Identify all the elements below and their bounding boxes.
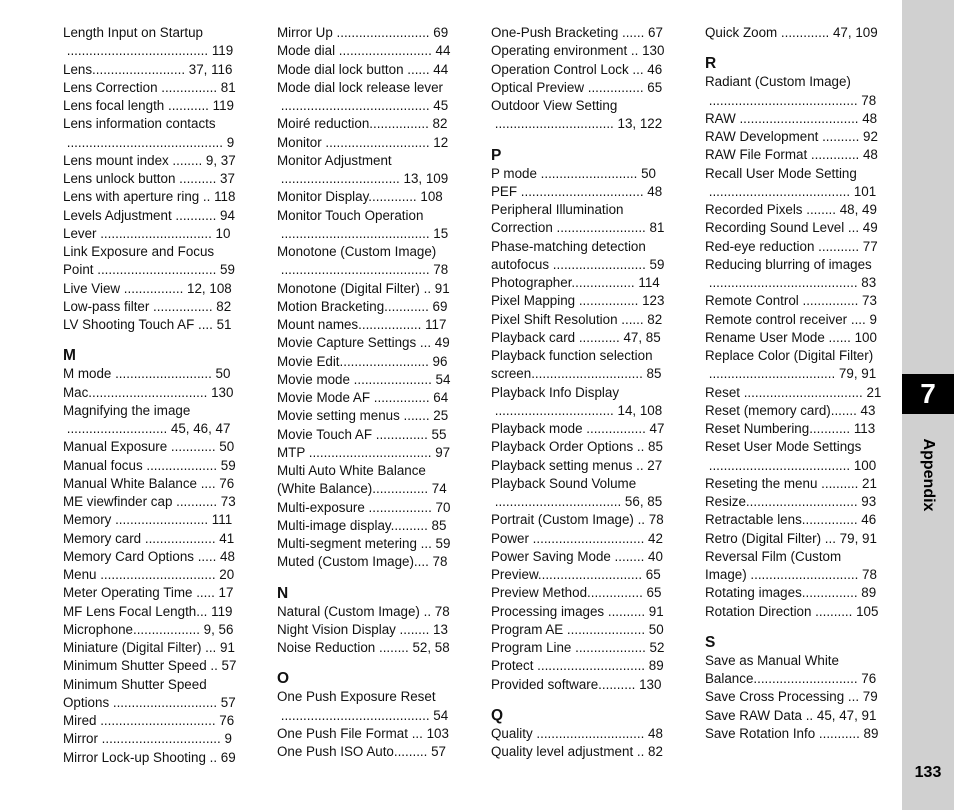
section-letter: Q bbox=[491, 706, 504, 724]
index-entry: (White Balance)............... 74 bbox=[277, 481, 447, 497]
index-entry: Mac................................ 130 bbox=[63, 384, 234, 400]
index-entry: Multi-image display.......... 85 bbox=[277, 517, 447, 533]
index-entry: Lens Correction ............... 81 bbox=[63, 79, 236, 95]
index-entry: Movie Touch AF .............. 55 bbox=[277, 426, 447, 442]
index-entry: Link Exposure and Focus bbox=[63, 244, 215, 259]
index-entry: Rotating images............... 89 bbox=[705, 585, 877, 601]
section-letter: M bbox=[63, 347, 76, 365]
chapter-label: Appendix bbox=[920, 438, 937, 512]
section-letter: O bbox=[277, 670, 290, 688]
index-entry: Recall User Mode Setting bbox=[705, 165, 857, 181]
index-entry: Power .............................. 42 bbox=[491, 530, 663, 546]
index-entry: Photographer................. 114 bbox=[491, 275, 660, 290]
index-entry: Power Saving Mode ........ 40 bbox=[491, 548, 663, 564]
index-entry: Multi-segment metering ... 59 bbox=[277, 536, 451, 551]
index-entry: Options ............................ 57 bbox=[63, 694, 236, 710]
index-entry: Balance............................ 76 bbox=[705, 671, 877, 686]
index-entry: Point ................................ 59 bbox=[63, 262, 235, 278]
section-letter: S bbox=[705, 633, 716, 651]
index-entry: Playback function selection bbox=[491, 348, 653, 363]
index-entry: .................................. 79, 91 bbox=[705, 366, 877, 382]
index-entry: Preview............................ 65 bbox=[491, 567, 661, 582]
index-entry: ........................................ 78 bbox=[277, 262, 449, 278]
index-entry: ................................ 13, 109 bbox=[277, 171, 449, 186]
index-entry: ........................................ 78 bbox=[705, 92, 877, 108]
index-entry: ................................ 13, 122 bbox=[491, 116, 663, 132]
index-entry: Save as Manual White bbox=[705, 652, 839, 668]
index-entry: Reset ................................ 21 bbox=[705, 384, 882, 400]
index-entry: Peripheral Illumination bbox=[491, 202, 624, 217]
index-entry: Night Vision Display ........ 13 bbox=[277, 621, 448, 637]
index-entry: Monitor Adjustment bbox=[277, 152, 392, 168]
index-entry: Levels Adjustment ........... 94 bbox=[63, 207, 235, 223]
index-entry: Length Input on Startup bbox=[63, 25, 203, 40]
index-entry: Lens unlock button .......... 37 bbox=[63, 171, 235, 186]
index-entry: Program Line ................... 52 bbox=[491, 640, 665, 655]
index-entry: screen.............................. 85 bbox=[491, 366, 662, 382]
index-entry: Phase-matching detection bbox=[491, 238, 646, 254]
index-entry: Remote control receiver .... 9 bbox=[705, 311, 877, 327]
index-entry: Lens mount index ........ 9, 37 bbox=[63, 152, 236, 168]
index-entry: Outdoor View Setting bbox=[491, 98, 618, 113]
index-entry: Reseting the menu .......... 21 bbox=[705, 475, 877, 491]
index-column-2 bbox=[277, 24, 463, 761]
section-letter: R bbox=[705, 55, 717, 73]
index-entry: Reset User Mode Settings bbox=[705, 439, 862, 455]
index-entry: RAW File Format ............. 48 bbox=[705, 147, 878, 163]
index-entry: .......................................... 9 bbox=[63, 134, 235, 150]
index-entry: Replace Color (Digital Filter) bbox=[705, 348, 874, 363]
index-entry: Playback Sound Volume bbox=[491, 475, 637, 491]
index-entry: Quick Zoom ............. 47, 109 bbox=[705, 25, 878, 40]
index-entry: One-Push Bracketing ...... 67 bbox=[491, 25, 663, 40]
index-entry: Movie setting menus ....... 25 bbox=[277, 408, 449, 424]
chapter-number: 7 bbox=[902, 374, 954, 414]
index-entry: Miniature (Digital Filter) ... 91 bbox=[63, 640, 235, 655]
index-entry: Quality level adjustment .. 82 bbox=[491, 744, 663, 759]
index-entry: RAW ................................ 48 bbox=[705, 110, 878, 126]
index-entry: Movie Edit........................ 96 bbox=[277, 353, 448, 369]
index-entry: Mount names................. 117 bbox=[277, 317, 447, 332]
index-entry: Lever .............................. 10 bbox=[63, 225, 231, 241]
index-entry: Playback card ........... 47, 85 bbox=[491, 329, 661, 345]
index-entry: Monotone (Custom Image) bbox=[277, 244, 437, 259]
index-entry: Rename User Mode ...... 100 bbox=[705, 329, 877, 345]
index-entry: RAW Development .......... 92 bbox=[705, 129, 878, 144]
index-column-1 bbox=[63, 24, 249, 767]
index-column-4 bbox=[705, 24, 891, 743]
index-entry: Red-eye reduction ........... 77 bbox=[705, 238, 878, 254]
index-entry: Lens focal length ........... 119 bbox=[63, 98, 234, 113]
index-entry: Memory Card Options ..... 48 bbox=[63, 548, 235, 564]
index-entry: Radiant (Custom Image) bbox=[705, 74, 851, 90]
index-entry: Reversal Film (Custom bbox=[705, 548, 842, 564]
index-column-3 bbox=[491, 24, 677, 761]
index-entry: Monitor Touch Operation bbox=[277, 207, 424, 223]
index-entry: Playback mode ................ 47 bbox=[491, 421, 665, 436]
index-entry: Image) ............................. 78 bbox=[705, 567, 877, 582]
section-letter: P bbox=[491, 146, 502, 164]
index-entry: Provided software.......... 130 bbox=[491, 676, 662, 692]
index-entry: One Push ISO Auto......... 57 bbox=[277, 744, 446, 759]
index-entry: Reset (memory card)....... 43 bbox=[705, 402, 876, 418]
index-entry: Operating environment .. 130 bbox=[491, 43, 665, 59]
index-entry: Protect ............................. 89 bbox=[491, 658, 664, 674]
index-entry: Multi Auto White Balance bbox=[277, 463, 426, 478]
index-entry: Retractable lens............... 46 bbox=[705, 512, 877, 528]
index-entry: Recorded Pixels ........ 48, 49 bbox=[705, 202, 877, 217]
index-entry: Movie Capture Settings ... 49 bbox=[277, 335, 450, 351]
index-entry: ...................................... 119 bbox=[63, 43, 234, 59]
index-entry: Lens information contacts bbox=[63, 116, 216, 132]
index-entry: Mirror Lock-up Shooting .. 69 bbox=[63, 749, 236, 765]
index-entry: Rotation Direction .......... 105 bbox=[705, 603, 879, 619]
index-entry: Operation Control Lock ... 46 bbox=[491, 61, 663, 77]
index-entry: Mired ............................... 76 bbox=[63, 713, 235, 728]
index-entry: Multi-exposure ................. 70 bbox=[277, 499, 451, 515]
index-entry: Remote Control ............... 73 bbox=[705, 293, 877, 309]
index-entry: Save RAW Data .. 45, 47, 91 bbox=[705, 707, 877, 723]
index-entry: Optical Preview ............... 65 bbox=[491, 79, 663, 95]
index-entry: Monitor Display............. 108 bbox=[277, 189, 443, 205]
index-entry: M mode .......................... 50 bbox=[63, 366, 231, 382]
index-entry: Microphone.................. 9, 56 bbox=[63, 621, 234, 637]
index-entry: LV Shooting Touch AF .... 51 bbox=[63, 317, 232, 332]
index-entry: ...................................... 100 bbox=[705, 457, 877, 473]
page-number: 133 bbox=[914, 764, 942, 781]
index-entry: .................................. 56, 85 bbox=[491, 494, 663, 509]
index-entry: Monitor ............................ 12 bbox=[277, 134, 449, 150]
index-entry: ........................................ 15 bbox=[277, 225, 449, 241]
index-entry: Memory ......................... 111 bbox=[63, 512, 233, 528]
index-entry: ................................ 14, 108 bbox=[491, 402, 663, 418]
index-entry: Mode dial lock release lever bbox=[277, 79, 443, 95]
index-entry: Minimum Shutter Speed bbox=[63, 676, 207, 692]
index-entry: Correction ........................ 81 bbox=[491, 220, 665, 236]
index-entry: Quality ............................. 48 bbox=[491, 725, 663, 741]
index-entry: autofocus ......................... 59 bbox=[491, 256, 665, 272]
index-entry: Playback Info Display bbox=[491, 384, 620, 400]
index-entry: Lens......................... 37, 116 bbox=[63, 61, 233, 77]
index-entry: P mode .......................... 50 bbox=[491, 165, 656, 181]
index-entry: Lens with aperture ring .. 118 bbox=[63, 189, 236, 205]
index-entry: Memory card ................... 41 bbox=[63, 530, 235, 546]
index-entry: ...................................... 101 bbox=[705, 183, 877, 199]
index-entry: Reset Numbering........... 113 bbox=[705, 421, 876, 436]
index-entry: MF Lens Focal Length... 119 bbox=[63, 603, 233, 619]
index-entry: Meter Operating Time ..... 17 bbox=[63, 585, 234, 601]
section-letter: N bbox=[277, 584, 289, 602]
index-entry: Manual Exposure ............ 50 bbox=[63, 439, 235, 455]
index-entry: Menu ............................... 20 bbox=[63, 567, 235, 582]
index-entry: Save Rotation Info ........... 89 bbox=[705, 725, 879, 741]
index-entry: One Push File Format ... 103 bbox=[277, 725, 449, 741]
index-entry: Pixel Shift Resolution ...... 82 bbox=[491, 311, 663, 327]
index-entry: One Push Exposure Reset bbox=[277, 689, 436, 705]
chapter-side-tab bbox=[902, 0, 954, 810]
index-entry: Retro (Digital Filter) ... 79, 91 bbox=[705, 530, 877, 546]
index-entry: Magnifying the image bbox=[63, 402, 191, 418]
index-entry: Motion Bracketing............ 69 bbox=[277, 298, 448, 314]
index-entry: Muted (Custom Image).... 78 bbox=[277, 554, 448, 570]
index-entry: Noise Reduction ........ 52, 58 bbox=[277, 640, 450, 655]
index-entry: Playback setting menus .. 27 bbox=[491, 457, 663, 473]
index-entry: Live View ................ 12, 108 bbox=[63, 280, 232, 296]
index-entry: Save Cross Processing ... 79 bbox=[705, 689, 878, 705]
index-entry: Low-pass filter ................ 82 bbox=[63, 298, 232, 314]
index-entry: Mode dial lock button ...... 44 bbox=[277, 61, 449, 77]
index-entry: Movie Mode AF ............... 64 bbox=[277, 390, 449, 405]
index-entry: Mode dial ......................... 44 bbox=[277, 43, 451, 59]
index-entry: ........................... 45, 46, 47 bbox=[63, 421, 231, 436]
index-entry: Playback Order Options .. 85 bbox=[491, 439, 663, 455]
index-entry: Preview Method............... 65 bbox=[491, 585, 662, 601]
index-entry: Manual focus ................... 59 bbox=[63, 457, 236, 473]
index-entry: Mirror ................................ 9 bbox=[63, 731, 232, 747]
index-entry: Movie mode ..................... 54 bbox=[277, 371, 451, 387]
index-entry: Reducing blurring of images bbox=[705, 256, 872, 272]
index-entry: Moiré reduction................ 82 bbox=[277, 116, 448, 132]
index-entry: Pixel Mapping ................ 123 bbox=[491, 293, 665, 309]
index-entry: Manual White Balance .... 76 bbox=[63, 475, 235, 491]
index-entry: Natural (Custom Image) .. 78 bbox=[277, 603, 450, 619]
index-entry: Processing images .......... 91 bbox=[491, 603, 664, 619]
index-entry: Program AE ..................... 50 bbox=[491, 621, 664, 637]
index-entry: Monotone (Digital Filter) .. 91 bbox=[277, 280, 450, 296]
index-entry: ME viewfinder cap ........... 73 bbox=[63, 494, 236, 509]
index-entry: ........................................ 45 bbox=[277, 98, 449, 113]
index-entry: PEF ................................. 48 bbox=[491, 183, 663, 199]
index-entry: Mirror Up ......................... 69 bbox=[277, 25, 449, 40]
index-entry: Resize.............................. 93 bbox=[705, 494, 877, 509]
index-entry: ........................................ 83 bbox=[705, 275, 877, 290]
index-entry: Minimum Shutter Speed .. 57 bbox=[63, 658, 237, 674]
index-entry: MTP ................................. 97 bbox=[277, 444, 451, 460]
index-entry: Portrait (Custom Image) .. 78 bbox=[491, 512, 664, 528]
index-entry: ........................................ 54 bbox=[277, 707, 449, 723]
index-entry: Recording Sound Level ... 49 bbox=[705, 220, 878, 236]
